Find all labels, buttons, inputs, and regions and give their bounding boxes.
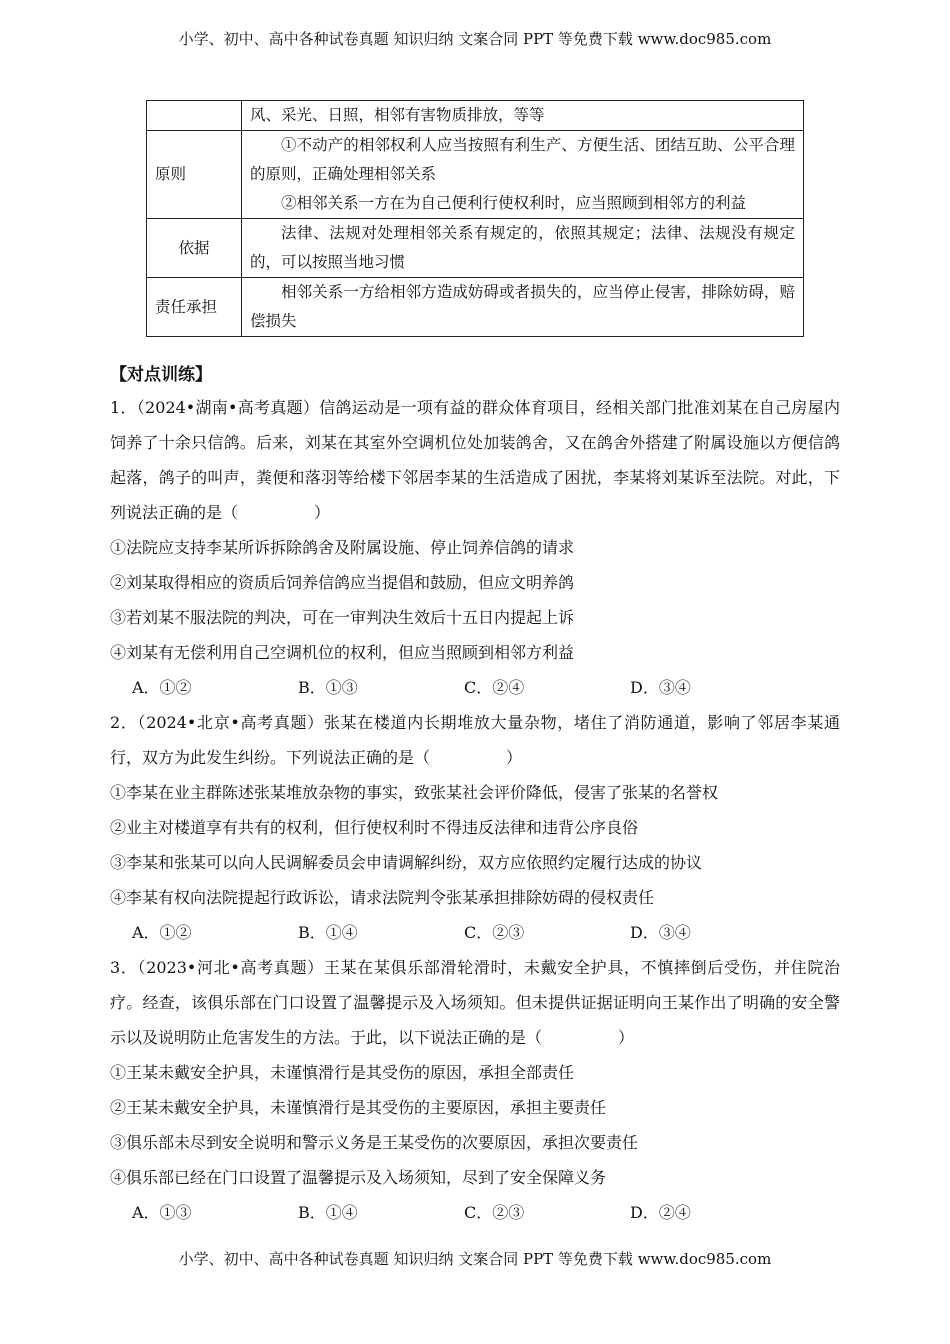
row-text: 相邻关系一方给相邻方造成妨碍或者损失的，应当停止侵害，排除妨碍，赔偿损失 bbox=[242, 278, 804, 337]
question-stem bbox=[110, 950, 840, 1055]
question-stem bbox=[110, 705, 840, 775]
choice-option[interactable]: D．③④ bbox=[630, 678, 691, 697]
statement-item: ②业主对楼道享有共有的权利，但行使权利时不得违反法律和违背公序良俗 bbox=[110, 818, 639, 837]
row-text: ②相邻关系一方在为自己便利行使权利时，应当照顾到相邻方的利益 bbox=[281, 194, 747, 212]
statement-item: ③李某和张某可以向人民调解委员会申请调解纠纷，双方应依照约定履行达成的协议 bbox=[110, 853, 703, 872]
answer-choices bbox=[110, 1195, 840, 1230]
row-text: 风、采光、日照，相邻有害物质排放，等等 bbox=[242, 101, 804, 131]
section-title: 【对点训练】 bbox=[110, 365, 212, 385]
choice-option[interactable]: C．②③ bbox=[464, 923, 525, 942]
table-row bbox=[147, 219, 804, 278]
statement-item: ①法院应支持李某所诉拆除鸽舍及附属设施、停止饲养信鸽的请求 bbox=[110, 538, 575, 557]
row-label: 原则 bbox=[147, 131, 242, 219]
statement-item: ①李某在业主群陈述张某堆放杂物的事实，致张某社会评价降低，侵害了张某的名誉权 bbox=[110, 783, 719, 802]
stem-text: 1．（2024•湖南•高考真题）信鸽运动是一项有益的群众体育项目，经相关部门批准刘某在自己房屋内饲养了十余只信鸽。后来，刘某在其室外空调机位处加装鸽舍，又在鸽舍外搭建了附属设施以方便信鸽起落，鸽子的叫声，粪便和落羽等给楼下邻居李某的生活造成了困扰，李某将刘某诉至法院。对此，下列说法正确的是（ bbox=[110, 398, 840, 522]
statement-item: ③若刘某不服法院的判决，可在一审判决生效后十五日内提起上诉 bbox=[110, 608, 575, 627]
choice-option[interactable]: B．①④ bbox=[298, 1203, 358, 1222]
practice-section bbox=[110, 360, 840, 1230]
choice-option[interactable]: C．②③ bbox=[464, 1203, 525, 1222]
row-text: ①不动产的相邻权利人应当按照有利生产、方便生活、团结互助、公平合理的原则，正确处理相邻关系 bbox=[250, 136, 795, 183]
choice-option[interactable]: B．①④ bbox=[298, 923, 358, 942]
neighbor-relations-table bbox=[146, 100, 804, 337]
statement-item: ①王某未戴安全护具，未谨慎滑行是其受伤的原因，承担全部责任 bbox=[110, 1063, 575, 1082]
question bbox=[110, 705, 840, 950]
table-row bbox=[147, 131, 804, 219]
answer-choices bbox=[110, 915, 840, 950]
choice-option[interactable]: D．③④ bbox=[630, 923, 691, 942]
choice-option[interactable]: D．②④ bbox=[630, 1203, 691, 1222]
question bbox=[110, 950, 840, 1230]
choice-option[interactable]: B．①③ bbox=[298, 678, 358, 697]
stem-close: ） bbox=[618, 1028, 635, 1047]
stem-text: 3．（2023•河北•高考真题）王某在某俱乐部滑轮滑时，未戴安全护具，不慎摔倒后受伤，并住院治疗。经查，该俱乐部在门口设置了温馨提示及入场须知。但未提供证据证明向王某作出了明确的安全警示以及说明防止危害发生的方法。于此，以下说法正确的是（ bbox=[110, 958, 840, 1047]
statement-item: ④刘某有无偿利用自己空调机位的权利，但应当照顾到相邻方利益 bbox=[110, 643, 575, 662]
row-label: 责任承担 bbox=[147, 278, 242, 337]
row-label bbox=[147, 101, 242, 131]
stem-close: ） bbox=[314, 503, 331, 522]
choice-option[interactable]: A．①② bbox=[132, 678, 192, 697]
choice-option[interactable]: A．①③ bbox=[132, 1203, 192, 1222]
stem-close: ） bbox=[506, 748, 523, 767]
choice-option[interactable]: A．①② bbox=[132, 923, 192, 942]
stem-text: 2．（2024•北京•高考真题）张某在楼道内长期堆放大量杂物，堵住了消防通道，影响了邻居李某通行，双方为此发生纠纷。下列说法正确的是（ bbox=[110, 713, 840, 767]
statement-item: ④俱乐部已经在门口设置了温馨提示及入场须知，尽到了安全保障义务 bbox=[110, 1168, 607, 1187]
answer-choices bbox=[110, 670, 840, 705]
choice-option[interactable]: C．②④ bbox=[464, 678, 525, 697]
question bbox=[110, 390, 840, 705]
table-row bbox=[147, 278, 804, 337]
statement-item: ③俱乐部未尽到安全说明和警示义务是王某受伤的次要原因，承担次要责任 bbox=[110, 1133, 639, 1152]
page-footer: 小学、初中、高中各种试卷真题 知识归纳 文案合同 PPT 等免费下载 www.doc985.com bbox=[178, 1250, 772, 1268]
row-text: 法律、法规对处理相邻关系有规定的，依照其规定；法律、法规没有规定的，可以按照当地习惯 bbox=[242, 219, 804, 278]
row-label: 依据 bbox=[147, 219, 242, 278]
statement-item: ②王某未戴安全护具，未谨慎滑行是其受伤的主要原因，承担主要责任 bbox=[110, 1098, 607, 1117]
table-row bbox=[147, 101, 804, 131]
statement-item: ④李某有权向法院提起行政诉讼，请求法院判令张某承担排除妨碍的侵权责任 bbox=[110, 888, 655, 907]
page-header: 小学、初中、高中各种试卷真题 知识归纳 文案合同 PPT 等免费下载 www.doc985.com bbox=[178, 30, 772, 48]
question-stem bbox=[110, 390, 840, 530]
statement-item: ②刘某取得相应的资质后饲养信鸽应当提倡和鼓励，但应文明养鸽 bbox=[110, 573, 575, 592]
